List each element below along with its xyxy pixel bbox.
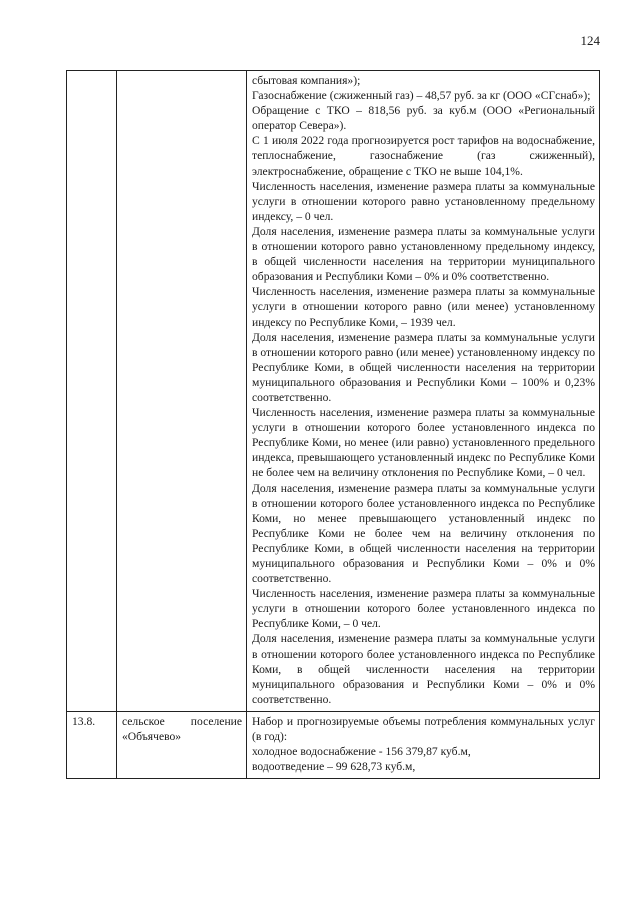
table-row (67, 711, 600, 778)
page-number: 124 (580, 33, 600, 48)
paragraph: Численность населения, изменение размера платы за коммунальные услуги в отношении которого равно (или менее) установленному индексу по Республике Коми, – 1939 чел. (252, 285, 595, 329)
paragraph: Доля населения, изменение размера платы за коммунальные услуги в отношении которого более установленного индекса по Республике Коми, но менее превышающего установленный индекс по Республике Коми не более чем на величину отклонения по Республике Коми, в общей численности населения на территории муниципального образования и Республики Коми – 0% и 0% соответственно. (252, 481, 595, 586)
paragraph: Доля населения, изменение размера платы за коммунальные услуги в отношении которого равно установленному предельному индексу, в общей численности населения на территории муниципального образования и Республики Коми – 0% и 0% соответственно. (252, 224, 595, 284)
paragraph: холодное водоснабжение - 156 379,87 куб.м, (252, 745, 471, 759)
paragraph: Доля населения, изменение размера платы за коммунальные услуги в отношении которого равно (или менее) установленному индексу по Республике Коми, в общей численности населения на территории муниципального образования и Республики Коми – 100% и 0,23% соответственно. (252, 330, 595, 404)
row-number (67, 71, 117, 712)
paragraph: С 1 июля 2022 года прогнозируется рост тарифов на водоснабжение, теплоснабжение, газоснабжение (газ сжиженный), электроснабжение, обращение с ТКО не выше 104,1%. (252, 134, 595, 178)
description-cell (247, 71, 600, 712)
paragraph: Обращение с ТКО – 818,56 руб. за куб.м (ООО «Региональный оператор Севера»). (252, 104, 595, 133)
paragraph: Численность населения, изменение размера платы за коммунальные услуги в отношении которого более установленного индекса по Республике Коми, – 0 чел. (252, 587, 595, 631)
paragraph: Численность населения, изменение размера платы за коммунальные услуги в отношении которого более установленного индекса по Республике Коми, но менее (или равно) установленного предельного индекса, превышающего установленный индекс по Республике Коми не более чем на величину отклонения по Республике Коми, – 0 чел. (252, 406, 595, 480)
paragraph: сбытовая компания»); (252, 74, 361, 87)
paragraph: Газоснабжение (сжиженный газ) – 48,57 руб. за кг (ООО «СГснаб»); (252, 89, 591, 103)
row-number: 13.8. (67, 711, 117, 778)
paragraph: Набор и прогнозируемые объемы потребления коммунальных услуг (в год): (252, 714, 595, 744)
description-cell (247, 711, 600, 778)
settlement-name: сельское поселение «Объячево» (117, 711, 247, 778)
paragraph: Доля населения, изменение размера платы за коммунальные услуги в отношении которого более установленного индекса по Республике Коми, в общей численности населения на территории муниципального образования и Республики Коми – 0% и 0% соответственно. (252, 632, 595, 706)
paragraph: Численность населения, изменение размера платы за коммунальные услуги в отношении которого равно установленному предельному индексу, – 0 чел. (252, 179, 595, 223)
tariff-table (66, 70, 600, 779)
table-row (67, 71, 600, 712)
paragraph: водоотведение – 99 628,73 куб.м, (252, 760, 416, 774)
settlement-name (117, 71, 247, 712)
